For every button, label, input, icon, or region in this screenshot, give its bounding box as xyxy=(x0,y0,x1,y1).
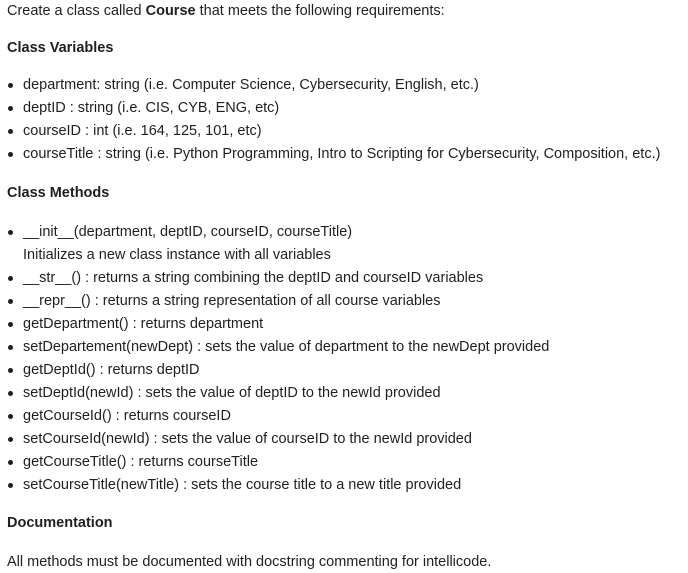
list-item-text: getDepartment() : returns department xyxy=(23,316,264,332)
list-item xyxy=(7,359,549,382)
bullet-icon xyxy=(8,437,13,442)
list-item xyxy=(7,97,660,120)
bullet-icon xyxy=(8,129,13,134)
bullet-icon xyxy=(8,391,13,396)
bullet-icon xyxy=(8,483,13,488)
bullet-icon xyxy=(8,345,13,350)
list-item-text: setDepartement(newDept) : sets the value of department to the newDept provided xyxy=(23,339,550,355)
list-item-text: getCourseId() : returns courseID xyxy=(23,408,231,424)
list-item-text: setDeptId(newId) : sets the value of deptID to the newId provided xyxy=(23,385,441,401)
bullet-icon xyxy=(8,414,13,419)
list-item xyxy=(7,405,549,428)
init-description: Initializes a new class instance with all variables xyxy=(23,247,331,263)
bullet-icon xyxy=(8,276,13,281)
class-variables-list xyxy=(7,74,660,166)
bullet-icon xyxy=(8,368,13,373)
list-item xyxy=(7,120,660,143)
bullet-icon xyxy=(8,106,13,111)
list-item-text: setCourseId(newId) : sets the value of courseID to the newId provided xyxy=(23,431,472,447)
bullet-icon xyxy=(8,299,13,304)
list-item xyxy=(7,451,549,474)
list-item xyxy=(7,74,660,97)
intro-prefix: Create a class called xyxy=(7,3,146,19)
list-item xyxy=(7,221,549,267)
bullet-icon xyxy=(8,152,13,157)
list-item-text: courseID : int (i.e. 164, 125, 101, etc) xyxy=(23,123,262,139)
bullet-icon xyxy=(8,322,13,327)
documentation-heading: Documentation xyxy=(7,515,113,531)
list-item xyxy=(7,267,549,290)
bullet-icon xyxy=(8,230,13,235)
list-item xyxy=(7,313,549,336)
class-variables-heading: Class Variables xyxy=(7,40,114,56)
list-item-text: getDeptId() : returns deptID xyxy=(23,362,200,378)
list-item xyxy=(7,382,549,405)
init-signature: __init__(department, deptID, courseID, courseTitle) xyxy=(23,224,353,240)
list-item-text: __repr__() : returns a string representation of all course variables xyxy=(23,293,441,309)
list-item-text: __str__() : returns a string combining the deptID and courseID variables xyxy=(23,270,484,286)
list-item xyxy=(7,143,660,166)
documentation-text: All methods must be documented with docstring commenting for intellicode. xyxy=(7,554,492,570)
list-item xyxy=(7,290,549,313)
list-item-text: deptID : string (i.e. CIS, CYB, ENG, etc) xyxy=(23,100,280,116)
bullet-icon xyxy=(8,83,13,88)
intro-suffix: that meets the following requirements: xyxy=(195,3,445,19)
intro-text xyxy=(7,0,445,21)
list-item-text: department: string (i.e. Computer Science, Cybersecurity, English, etc.) xyxy=(23,77,479,93)
class-methods-heading: Class Methods xyxy=(7,185,110,201)
bullet-icon xyxy=(8,460,13,465)
class-name: Course xyxy=(145,3,196,19)
list-item xyxy=(7,428,549,451)
list-item-text: setCourseTitle(newTitle) : sets the course title to a new title provided xyxy=(23,477,462,493)
class-methods-list xyxy=(7,221,549,497)
list-item xyxy=(7,336,549,359)
list-item xyxy=(7,474,549,497)
list-item-text: courseTitle : string (i.e. Python Programming, Intro to Scripting for Cybersecurity, Composition, etc.) xyxy=(23,146,661,162)
list-item-text: getCourseTitle() : returns courseTitle xyxy=(23,454,259,470)
